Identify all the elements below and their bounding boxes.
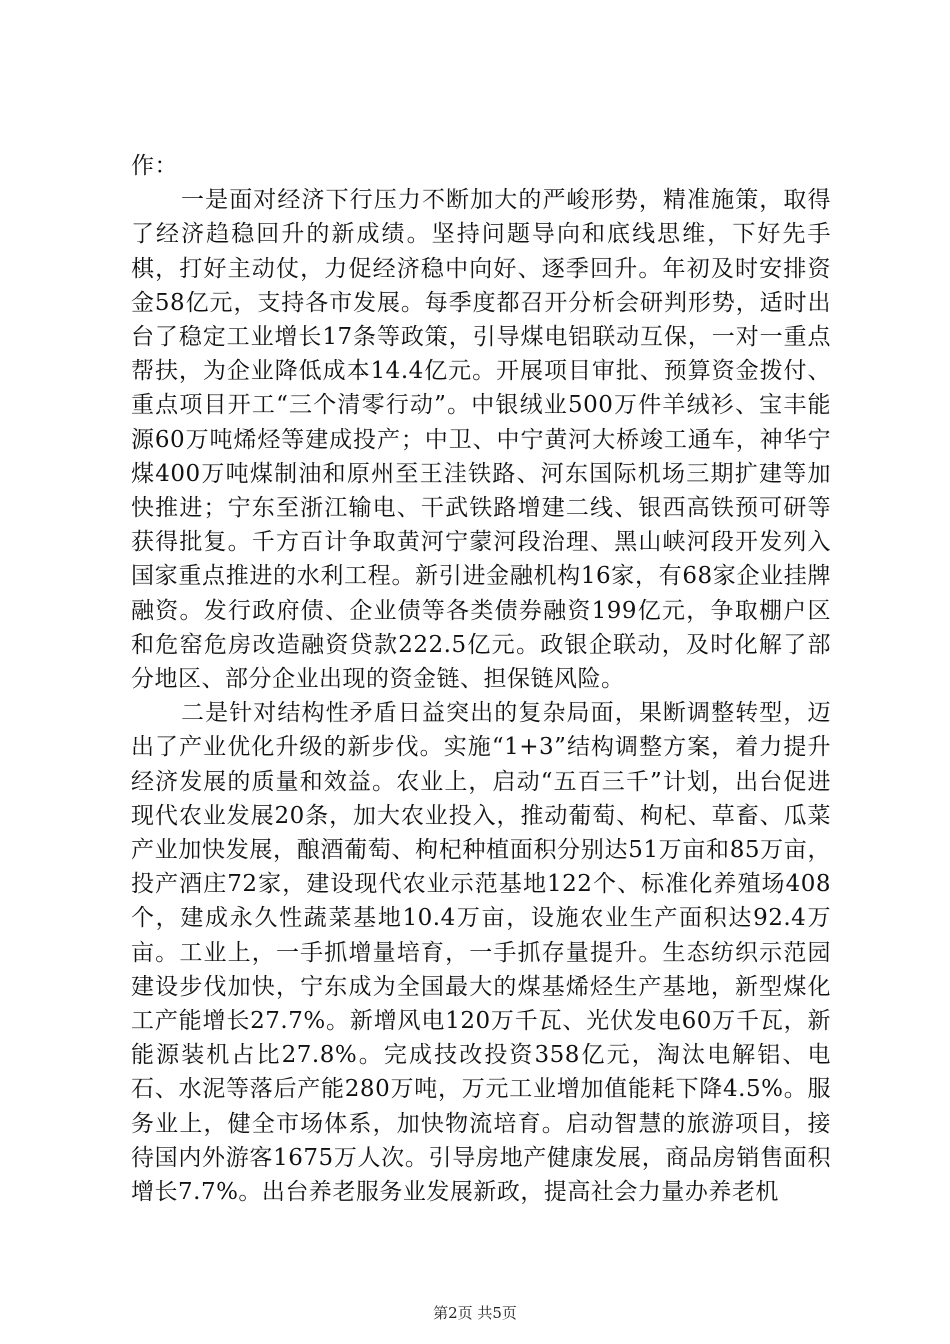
paragraph-economic-results: 一是面对经济下行压力不断加大的严峻形势，精准施策，取得了经济趋稳回升的新成绩。坚持问题导向和底线思维，下好先手棋，打好主动仗，力促经济稳中向好、逐季回升。年初及时安排资金58亿元，支持各市发展。每季度都召开分析会研判形势，适时出台了稳定工业增长17条等政策，引导煤电铝联动互保，一对一重点帮扶，为企业降低成本14.4亿元。开展项目审批、预算资金拨付、重点项目开工“三个清零行动”。中银绒业500万件羊绒衫、宝丰能源60万吨烯烃等建成投产；中卫、中宁黄河大桥竣工通车，神华宁煤400万吨煤制油和原州至王洼铁路、河东国际机场三期扩建等加快推进；宁东至浙江输电、干武铁路增建二线、银西高铁预可研等获得批复。千方百计争取黄河宁蒙河段治理、黑山峡河段开发列入国家重点推进的水利工程。新引进金融机构16家，有68家企业挂牌融资。发行政府债、企业债等各类债券融资199亿元，争取棚户区和危窑危房改造融资贷款222.5亿元。政银企联动，及时化解了部分地区、部分企业出现的资金链、担保链风险。 <box>131 187 831 693</box>
paragraph-structural-adjustment: 二是针对结构性矛盾日益突出的复杂局面，果断调整转型，迈出了产业优化升级的新步伐。实施“1+3”结构调整方案，着力提升经济发展的质量和效益。农业上，启动“五百三千”计划，出台促进现代农业发展20条，加大农业投入，推动葡萄、枸杞、草畜、瓜菜产业加快发展，酿酒葡萄、枸杞种植面积分别达51万亩和85万亩，投产酒庄72家，建设现代农业示范基地122个、标准化养殖场408个，建成永久性蔬菜基地10.4万亩，设施农业生产面积达92.4万亩。工业上，一手抓增量培育，一手抓存量提升。生态纺织示范园建设步伐加快，宁东成为全国最大的煤基烯烃生产基地，新型煤化工产能增长27.7%。新增风电120万千瓦、光伏发电60万千瓦，新能源装机占比27.8%。完成技改投资358亿元，淘汰电解铝、电石、水泥等落后产能280万吨，万元工业增加值能耗下降4.5%。服务业上，健全市场体系，加快物流培育。启动智慧的旅游项目，接待国内外游客1675万人次。引导房地产健康发展，商品房销售面积增长7.7%。出台养老服务业发展新政，提高社会力量办养老机 <box>131 700 831 1206</box>
page-number-footer: 第2页 共5页 <box>433 1304 517 1322</box>
lead-line: 作： <box>131 153 178 179</box>
document-body <box>131 149 831 1209</box>
